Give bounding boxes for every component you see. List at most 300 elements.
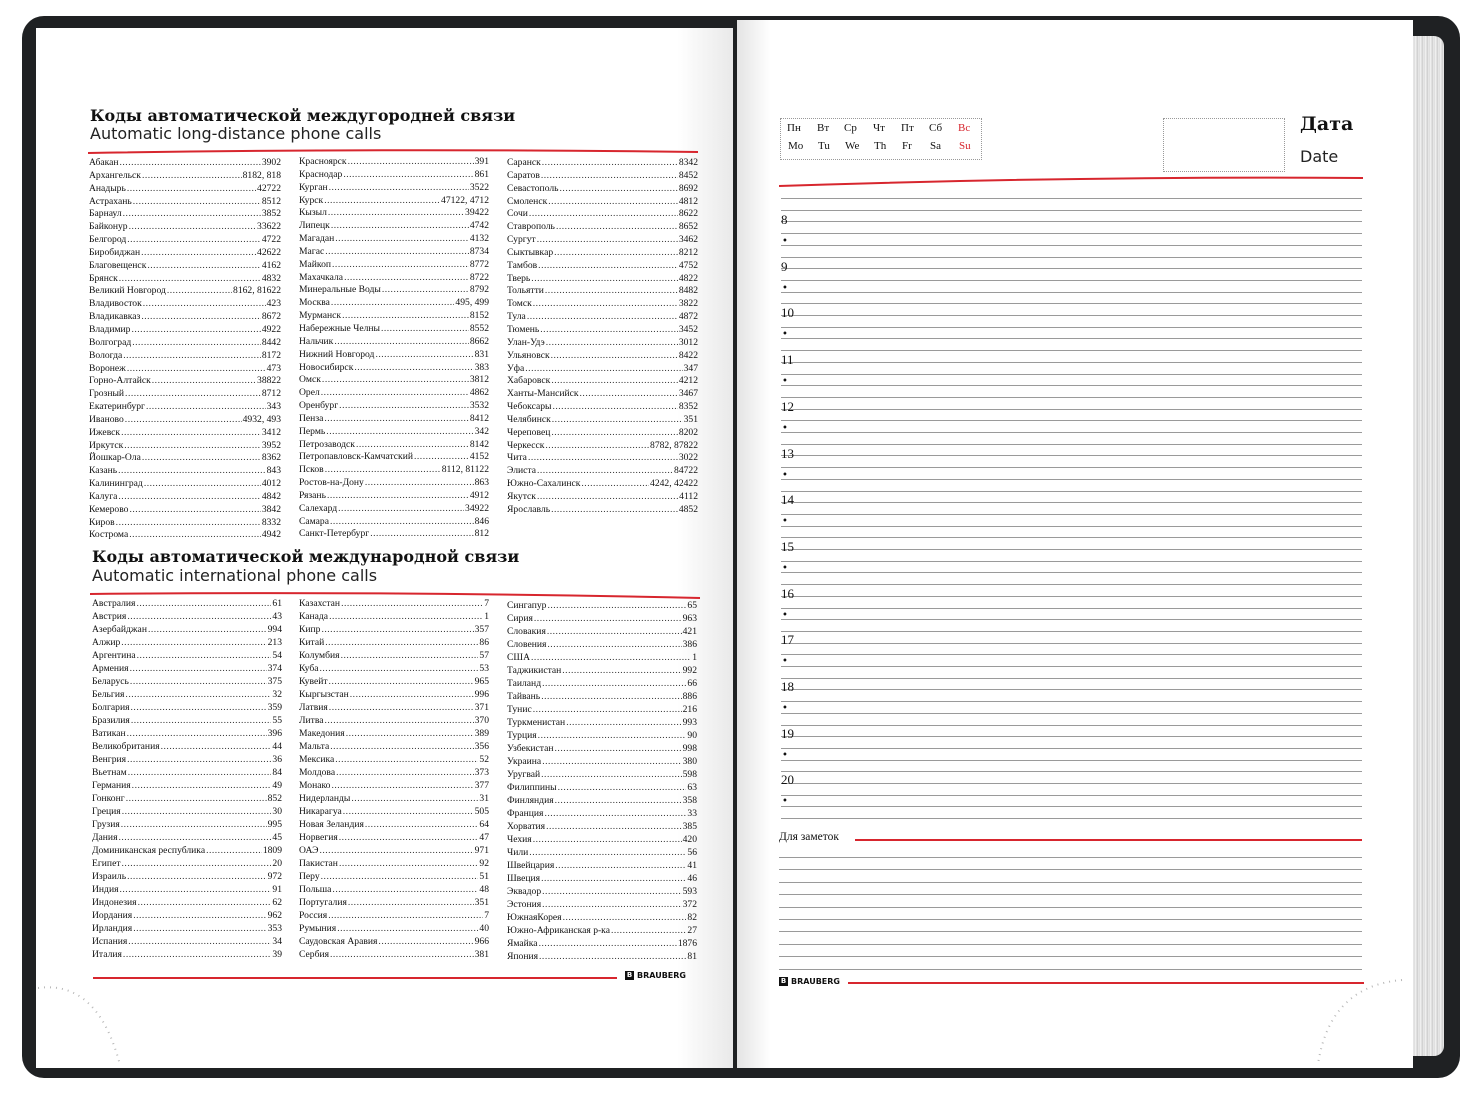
- code-number: 598: [682, 769, 697, 780]
- code-row: [507, 795, 697, 808]
- dot-leader: [344, 272, 469, 283]
- dot-leader: [555, 860, 686, 871]
- code-place: Тверь: [507, 272, 531, 284]
- dot-leader: [137, 650, 272, 661]
- code-row: [89, 285, 281, 298]
- weekday-en: Sa: [930, 140, 941, 152]
- code-number: 8112, 81122: [441, 464, 489, 476]
- code-number: 495, 499: [455, 297, 489, 309]
- code-row: [507, 691, 697, 704]
- dot-leader: [329, 182, 469, 193]
- code-number: 63: [687, 782, 697, 793]
- code-number: 505: [474, 806, 489, 817]
- brand-logo-icon: B: [780, 977, 787, 985]
- ruled-line: [781, 455, 1362, 456]
- code-row: [299, 387, 489, 400]
- ruled-line: [781, 666, 1362, 667]
- code-number: 8202: [678, 426, 698, 438]
- code-place: Греция: [92, 806, 121, 817]
- code-place: Сирия: [507, 613, 533, 624]
- code-number: 86: [479, 637, 489, 648]
- code-place: Абакан: [89, 157, 119, 168]
- code-row: [299, 207, 489, 220]
- code-place: Таиланд: [507, 678, 542, 689]
- header-red-rule: [779, 172, 1365, 188]
- code-number: 351: [474, 897, 489, 908]
- code-row: [507, 363, 698, 376]
- ruled-line: [781, 257, 1362, 258]
- notes-ruled-line[interactable]: [779, 882, 1362, 883]
- code-number: 3522: [469, 181, 489, 193]
- code-row: [299, 611, 489, 624]
- code-number: 8672: [261, 311, 281, 323]
- long-distance-red-rule: [88, 148, 700, 156]
- code-row: [299, 272, 489, 285]
- dot-leader: [547, 639, 681, 650]
- dot-leader: [538, 260, 678, 271]
- ruled-line: [781, 795, 1362, 796]
- left-brand-text: BRAUBERG: [637, 971, 686, 980]
- dot-leader: [148, 624, 267, 635]
- dot-leader: [339, 832, 479, 843]
- code-row: [89, 388, 281, 401]
- code-number: 8422: [678, 349, 698, 361]
- dot-leader: [542, 678, 686, 689]
- code-number: 1: [484, 611, 489, 622]
- code-place: Тунис: [507, 704, 532, 715]
- dot-leader: [321, 387, 469, 398]
- code-place: Куба: [299, 663, 319, 674]
- code-place: Саудовская Аравия: [299, 936, 378, 947]
- code-place: Кувейт: [299, 676, 328, 687]
- code-row: [507, 873, 697, 886]
- dot-leader: [556, 221, 678, 232]
- dot-leader: [541, 873, 686, 884]
- code-row: [507, 821, 697, 834]
- dot-leader: [127, 363, 266, 374]
- code-number: 1876: [677, 938, 697, 949]
- code-row: [92, 910, 282, 923]
- code-place: Словакия: [507, 626, 546, 637]
- code-place: Махачкала: [299, 271, 344, 283]
- code-number: 353: [267, 923, 282, 934]
- dot-leader: [531, 273, 678, 284]
- code-number: 421: [682, 626, 697, 637]
- dot-leader: [133, 910, 266, 921]
- code-place: Ватикан: [92, 728, 126, 739]
- code-row: [507, 886, 697, 899]
- code-row: [92, 780, 282, 793]
- code-row: [92, 884, 282, 897]
- code-place: Никарагуа: [299, 806, 342, 817]
- code-row: [507, 465, 698, 478]
- dot-leader: [378, 936, 473, 947]
- dot-leader: [381, 323, 469, 334]
- code-row: [507, 678, 697, 691]
- code-place: Киров: [89, 516, 115, 528]
- weekday-en: Tu: [818, 140, 830, 152]
- code-place: Украина: [507, 756, 542, 767]
- half-hour-bullet: •: [782, 609, 788, 621]
- notes-ruled-line[interactable]: [779, 857, 1362, 858]
- code-row: [507, 639, 697, 652]
- code-number: 846: [474, 515, 489, 527]
- code-row: [299, 426, 489, 439]
- notes-ruled-line[interactable]: [779, 944, 1362, 945]
- code-number: 84: [272, 767, 282, 778]
- code-place: Словения: [507, 639, 547, 650]
- dot-leader: [332, 884, 478, 895]
- code-number: 61: [272, 598, 282, 609]
- dot-leader: [321, 624, 473, 635]
- code-number: 39422: [465, 207, 489, 219]
- dot-leader: [343, 806, 474, 817]
- dot-leader: [122, 858, 272, 869]
- code-row: [92, 936, 282, 949]
- half-hour-bullet: •: [782, 376, 788, 388]
- code-place: Волгоград: [89, 336, 132, 348]
- dot-leader: [121, 819, 267, 830]
- code-row: [299, 663, 489, 676]
- code-place: Омск: [299, 374, 321, 386]
- code-row: [89, 363, 281, 376]
- code-place: Испания: [92, 936, 128, 947]
- code-row: [299, 871, 489, 884]
- dot-leader: [350, 689, 474, 700]
- code-row: [89, 221, 281, 234]
- code-row: [507, 221, 698, 234]
- dot-leader: [131, 324, 260, 335]
- dot-leader: [127, 871, 267, 882]
- code-place: Туркменистан: [507, 717, 566, 728]
- half-hour-bullet: •: [782, 796, 788, 808]
- code-number: 53: [479, 663, 489, 674]
- code-number: 90: [687, 730, 697, 741]
- dot-leader: [341, 598, 483, 609]
- long-distance-title-ru: Коды автоматической междугородней связи: [90, 106, 516, 125]
- code-place: Йошкар-Ола: [89, 452, 141, 464]
- date-box[interactable]: [1163, 118, 1285, 172]
- international-column-1: [92, 598, 282, 962]
- code-place: Саратов: [507, 169, 540, 181]
- ruled-line: [781, 736, 1362, 737]
- hour-label: 9: [781, 258, 788, 274]
- code-number: 963: [682, 613, 697, 624]
- code-row: [299, 806, 489, 819]
- code-row: [507, 440, 698, 453]
- dot-leader: [338, 503, 464, 514]
- notes-ruled-line[interactable]: [779, 956, 1362, 957]
- code-number: 389: [474, 728, 489, 739]
- code-row: [89, 504, 281, 517]
- code-number: 4752: [678, 259, 698, 271]
- dot-leader: [375, 349, 473, 360]
- dot-leader: [120, 884, 272, 895]
- code-number: 4742: [469, 220, 489, 232]
- code-row: [89, 478, 281, 491]
- code-place: Иркутск: [89, 439, 124, 451]
- half-hour-bullet: •: [782, 703, 788, 714]
- code-number: 8332: [261, 516, 281, 528]
- code-row: [507, 350, 698, 363]
- code-number: 8362: [261, 452, 281, 464]
- ruled-line: [781, 572, 1362, 573]
- code-number: 3412: [261, 426, 281, 438]
- code-row: [507, 730, 697, 743]
- code-number: 342: [474, 425, 489, 437]
- code-number: 3822: [678, 298, 698, 310]
- ruled-line: [781, 654, 1362, 655]
- code-number: 54: [272, 650, 282, 661]
- code-row: [507, 717, 697, 730]
- code-place: Мальта: [299, 741, 330, 752]
- code-number: 971: [474, 845, 489, 856]
- ruled-line: [781, 198, 1362, 199]
- code-number: 965: [474, 676, 489, 687]
- dot-leader: [125, 689, 271, 700]
- ruled-line: [781, 725, 1362, 726]
- code-row: [507, 452, 698, 465]
- notes-ruled-line[interactable]: [779, 919, 1362, 920]
- code-row: [299, 246, 489, 259]
- weekday-ru: Сб: [929, 122, 943, 134]
- dot-leader: [326, 426, 473, 437]
- dot-leader: [122, 806, 272, 817]
- left-brand-logo: [625, 971, 686, 980]
- international-column-3: [507, 600, 697, 964]
- dot-leader: [123, 350, 261, 361]
- notes-ruled-line[interactable]: [779, 894, 1362, 895]
- code-place: Грузия: [92, 819, 120, 830]
- dot-leader: [147, 260, 260, 271]
- ruled-line: [781, 303, 1362, 304]
- code-row: [299, 767, 489, 780]
- code-row: [507, 427, 698, 440]
- notes-ruled-line[interactable]: [779, 931, 1362, 932]
- code-number: 385: [682, 821, 697, 832]
- code-number: 52: [479, 754, 489, 765]
- code-place: Магадан: [299, 233, 335, 245]
- code-number: 42722: [257, 182, 281, 194]
- code-row: [299, 754, 489, 767]
- code-place: Воронеж: [89, 362, 126, 374]
- code-place: Иваново: [89, 413, 124, 425]
- dot-leader: [121, 427, 261, 438]
- hour-label: 15: [781, 538, 794, 554]
- code-row: [299, 728, 489, 741]
- code-number: 996: [474, 689, 489, 700]
- notes-ruled-line[interactable]: [779, 969, 1362, 970]
- code-place: Венгрия: [92, 754, 127, 765]
- code-place: Чита: [507, 452, 527, 464]
- right-corner-perforation: [1310, 976, 1410, 1066]
- code-row: [299, 310, 489, 323]
- code-place: Таджикистан: [507, 665, 562, 676]
- dot-leader: [545, 440, 649, 451]
- dot-leader: [542, 756, 681, 767]
- code-place: Байконур: [89, 221, 128, 233]
- code-place: Чебоксары: [507, 401, 552, 413]
- code-number: 33622: [257, 221, 281, 233]
- notes-ruled-line[interactable]: [779, 869, 1362, 870]
- code-place: Ставрополь: [507, 221, 555, 233]
- dot-leader: [325, 246, 469, 257]
- code-place: Салехард: [299, 502, 338, 514]
- code-place: Набережные Челны: [299, 322, 380, 334]
- dot-leader: [126, 793, 267, 804]
- code-place: Петропавловск-Камчатский: [299, 451, 413, 463]
- code-number: 45: [272, 832, 282, 843]
- dot-leader: [370, 528, 473, 539]
- dot-leader: [547, 600, 686, 611]
- code-row: [299, 793, 489, 806]
- code-place: Грозный: [89, 388, 125, 400]
- code-row: [299, 464, 489, 477]
- code-number: 8152: [469, 310, 489, 322]
- code-place: Новосибирск: [299, 361, 354, 373]
- code-place: Сингапур: [507, 600, 547, 611]
- code-number: 56: [687, 847, 697, 858]
- hour-label: 18: [781, 679, 794, 694]
- international-title-ru: Коды автоматической международной связи: [92, 547, 520, 566]
- dot-leader: [116, 517, 261, 528]
- code-number: 4922: [261, 323, 281, 335]
- code-row: [507, 273, 698, 286]
- code-number: 1809: [262, 845, 282, 856]
- code-row: [507, 324, 698, 337]
- code-row: [299, 949, 489, 962]
- code-row: [299, 259, 489, 272]
- code-row: [299, 884, 489, 897]
- dot-leader: [132, 780, 272, 791]
- dot-leader: [558, 782, 687, 793]
- dot-leader: [343, 169, 473, 180]
- code-row: [507, 847, 697, 860]
- code-number: 8772: [469, 258, 489, 270]
- dot-leader: [324, 413, 468, 424]
- dot-leader: [546, 821, 682, 832]
- ruled-line: [781, 233, 1362, 234]
- code-place: Казахстан: [299, 598, 341, 609]
- code-row: [92, 676, 282, 689]
- code-number: 1: [692, 652, 697, 663]
- code-row: [299, 936, 489, 949]
- code-row: [507, 808, 697, 821]
- code-place: Пенза: [299, 412, 324, 424]
- long-distance-column-3: [507, 157, 698, 517]
- code-number: 4112: [679, 490, 698, 502]
- code-place: Якутск: [507, 490, 536, 502]
- dot-leader: [127, 611, 271, 622]
- dot-leader: [365, 477, 474, 488]
- dot-leader: [382, 284, 469, 295]
- code-row: [507, 769, 697, 782]
- dot-leader: [542, 899, 681, 910]
- long-distance-column-1: [89, 157, 281, 542]
- code-place: Тамбов: [507, 259, 538, 271]
- code-row: [89, 234, 281, 247]
- dot-leader: [321, 871, 479, 882]
- code-number: 57: [479, 650, 489, 661]
- code-row: [92, 897, 282, 910]
- code-number: 4152: [469, 451, 489, 463]
- code-place: Челябинск: [507, 413, 551, 425]
- code-number: 42622: [257, 246, 281, 258]
- code-row: [89, 170, 281, 183]
- dot-leader: [327, 490, 469, 501]
- code-row: [92, 793, 282, 806]
- code-number: 373: [474, 767, 489, 778]
- code-place: Болгария: [92, 702, 130, 713]
- code-place: Бельгия: [92, 689, 125, 700]
- ruled-line: [781, 596, 1362, 597]
- dot-leader: [123, 949, 271, 960]
- dot-leader: [130, 676, 267, 687]
- dot-leader: [542, 157, 678, 168]
- code-number: 8342: [678, 157, 698, 168]
- code-place: Улан-Удэ: [507, 336, 545, 348]
- code-row: [299, 362, 489, 375]
- dot-leader: [127, 234, 261, 245]
- ruled-line: [781, 385, 1362, 386]
- dot-leader: [143, 298, 266, 309]
- half-hour-bullet: •: [782, 469, 788, 481]
- dot-leader: [339, 858, 478, 869]
- code-place: Македония: [299, 728, 345, 739]
- weekday-ru: Ср: [844, 122, 857, 134]
- notes-ruled-line[interactable]: [779, 907, 1362, 908]
- dot-leader: [121, 637, 266, 648]
- code-place: Южно-Африканская р-ка: [507, 925, 610, 936]
- code-number: 4722: [261, 234, 281, 246]
- code-number: 372: [682, 899, 697, 910]
- code-number: 84722: [674, 465, 698, 477]
- dot-leader: [563, 912, 687, 923]
- code-place: Дания: [92, 832, 118, 843]
- ruled-line: [781, 689, 1362, 690]
- code-place: Латвия: [299, 702, 328, 713]
- code-place: Калининград: [89, 478, 143, 490]
- code-place: Литва: [299, 715, 324, 726]
- weekday-en: Mo: [788, 140, 804, 152]
- code-number: 8722: [469, 271, 489, 283]
- dot-leader: [329, 611, 483, 622]
- dot-leader: [125, 388, 261, 399]
- dot-leader: [118, 491, 260, 502]
- code-row: [92, 741, 282, 754]
- code-place: Кипр: [299, 624, 321, 635]
- code-row: [507, 925, 697, 938]
- code-place: Филиппины: [507, 782, 557, 793]
- code-number: 8552: [469, 322, 489, 334]
- code-number: 8412: [469, 412, 489, 424]
- code-row: [299, 349, 489, 362]
- ruled-line: [781, 584, 1362, 585]
- code-number: 4932, 493: [242, 413, 281, 425]
- dot-leader: [152, 375, 256, 386]
- code-number: 30: [272, 806, 282, 817]
- notes-label: Для заметок: [779, 831, 839, 843]
- code-row: [89, 260, 281, 273]
- code-place: Кемерово: [89, 503, 129, 515]
- dot-leader: [119, 273, 261, 284]
- code-number: 82: [687, 912, 697, 923]
- code-row: [507, 899, 697, 912]
- code-place: Кострома: [89, 529, 129, 541]
- code-place: Горно-Алтайск: [89, 375, 151, 387]
- code-place: Владикавказ: [89, 311, 141, 323]
- dot-leader: [552, 414, 683, 425]
